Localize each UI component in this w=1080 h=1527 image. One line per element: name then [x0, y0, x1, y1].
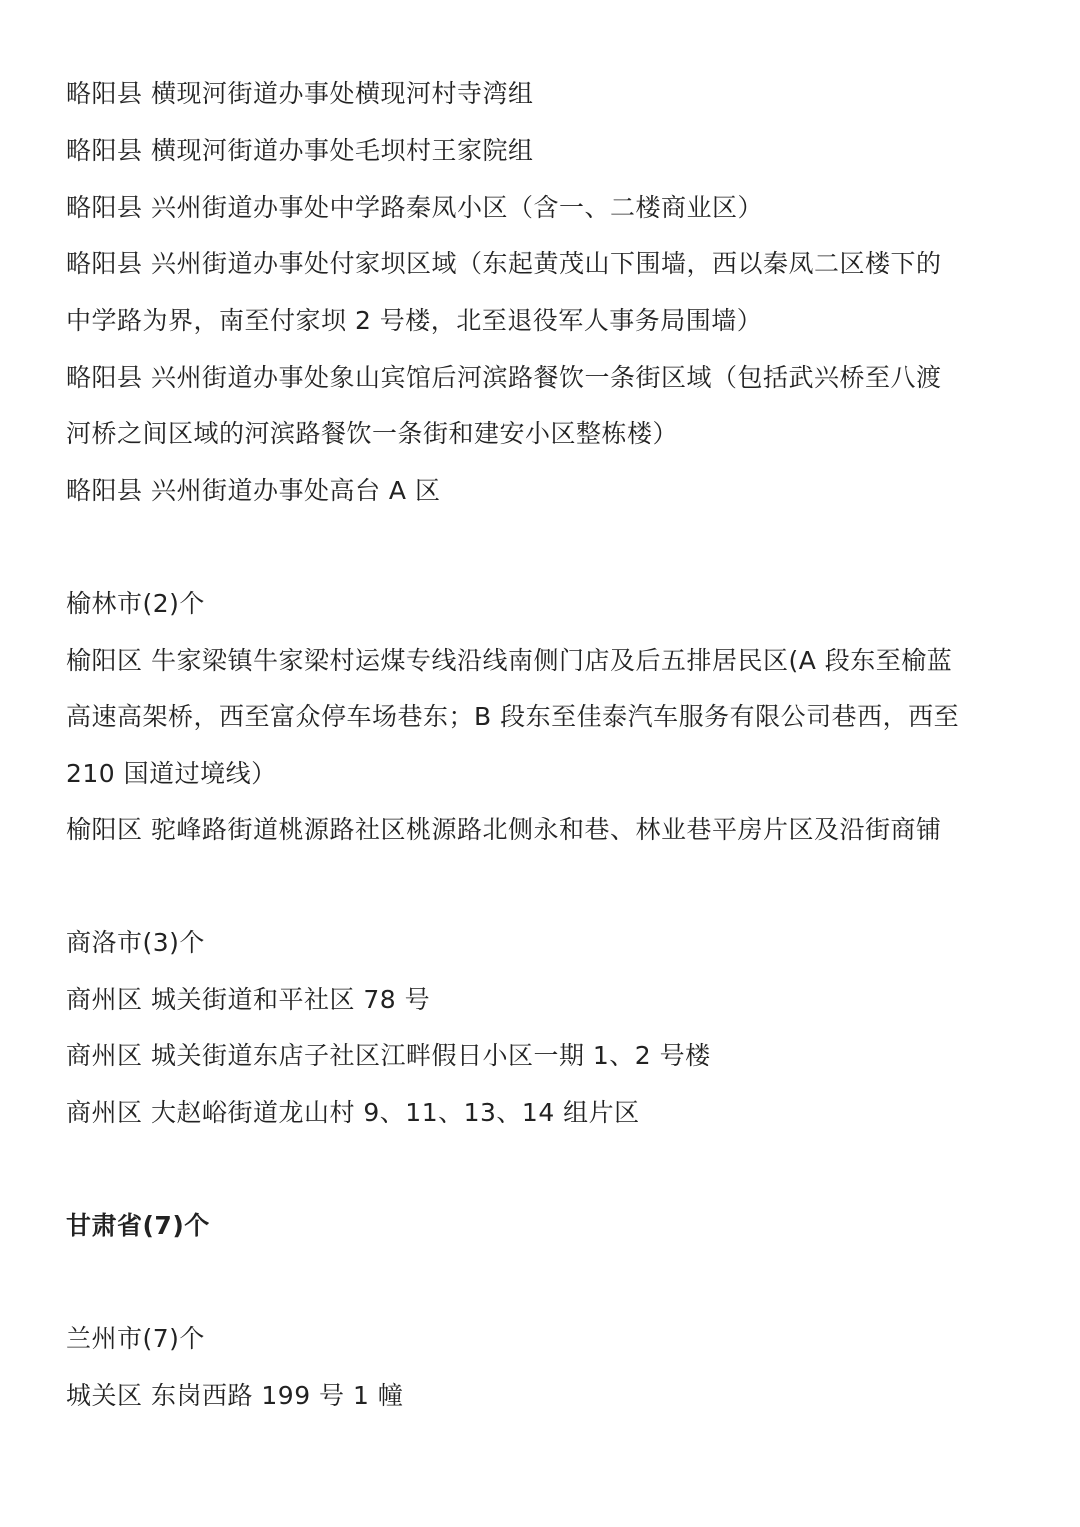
- city-heading: 商洛市(3)个: [66, 928, 205, 957]
- text-line: 略阳县 横现河街道办事处横现河村寺湾组: [66, 79, 534, 108]
- text-line: 210 国道过境线）: [66, 759, 277, 788]
- text-line: 榆阳区 牛家梁镇牛家梁村运煤专线沿线南侧门店及后五排居民区(A 段东至榆蓝: [66, 646, 953, 675]
- text-line: 中学路为界，南至付家坝 2 号楼，北至退役军人事务局围墙）: [66, 306, 763, 335]
- text-line: 略阳县 兴州街道办事处付家坝区域（东起黄茂山下围墙，西以秦凤二区楼下的: [66, 249, 942, 278]
- text-line: 高速高架桥，西至富众停车场巷东；B 段东至佳泰汽车服务有限公司巷西，西至: [66, 702, 960, 731]
- city-heading: 兰州市(7)个: [66, 1324, 205, 1353]
- text-line: 略阳县 兴州街道办事处高台 A 区: [66, 476, 441, 505]
- text-line: 榆阳区 驼峰路街道桃源路社区桃源路北侧永和巷、林业巷平房片区及沿街商铺: [66, 815, 942, 844]
- text-line: 商州区 城关街道和平社区 78 号: [66, 985, 431, 1014]
- city-heading: 榆林市(2)个: [66, 589, 205, 618]
- province-heading: 甘肃省(7)个: [66, 1211, 210, 1240]
- text-line: 河桥之间区域的河滨路餐饮一条街和建安小区整栋楼）: [66, 419, 679, 448]
- text-line: 商州区 大赵峪街道龙山村 9、11、13、14 组片区: [66, 1098, 640, 1127]
- text-line: 略阳县 兴州街道办事处中学路秦凤小区（含一、二楼商业区）: [66, 193, 763, 222]
- text-line: 略阳县 横现河街道办事处毛坝村王家院组: [66, 136, 534, 165]
- text-line: 城关区 东岗西路 199 号 1 幢: [66, 1381, 404, 1410]
- text-line: 略阳县 兴州街道办事处象山宾馆后河滨路餐饮一条街区域（包括武兴桥至八渡: [66, 363, 942, 392]
- text-line: 商州区 城关街道东店子社区江畔假日小区一期 1、2 号楼: [66, 1041, 711, 1070]
